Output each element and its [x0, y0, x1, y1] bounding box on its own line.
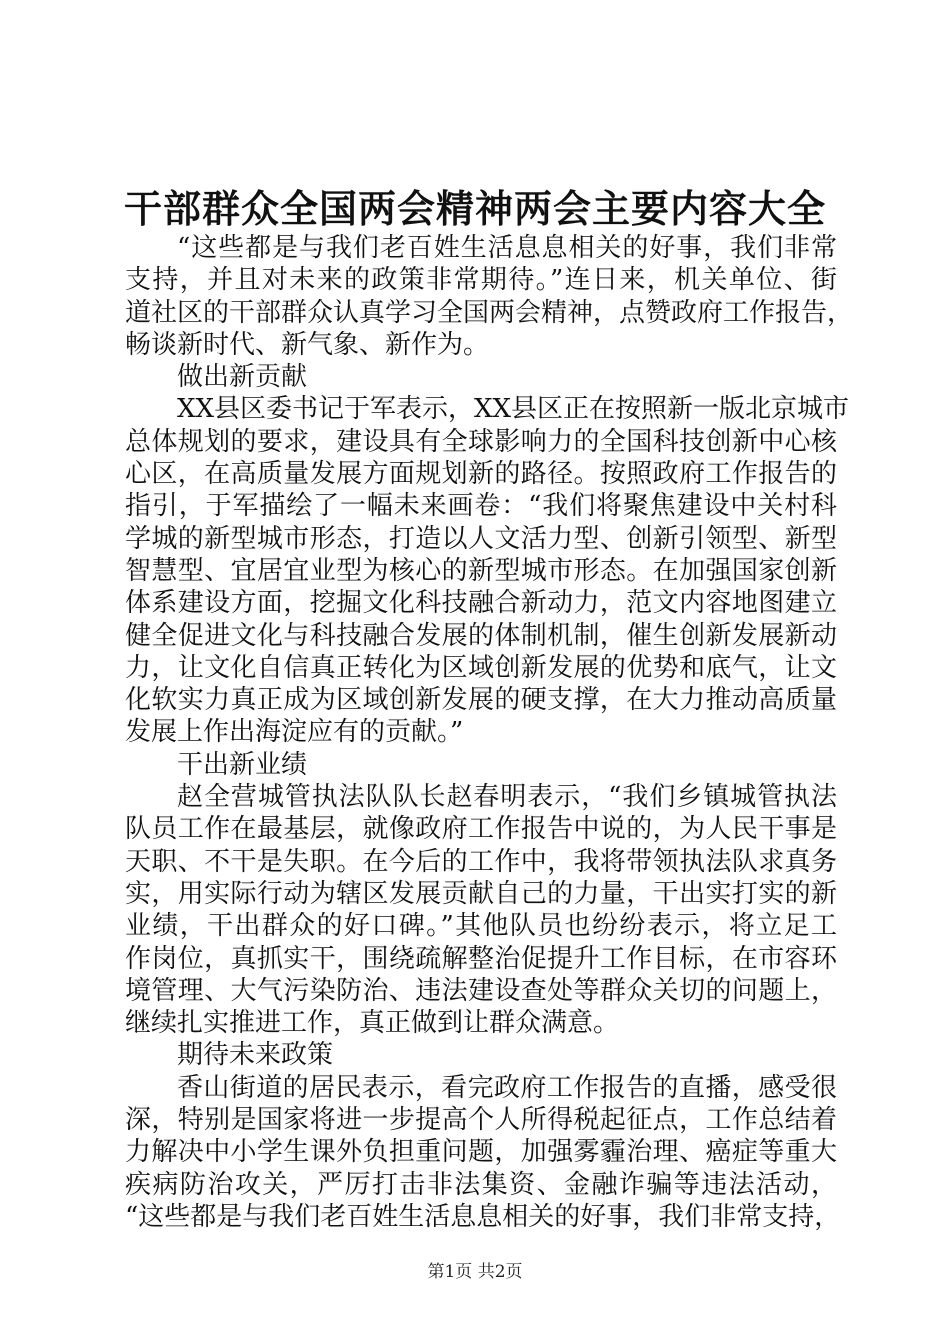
paragraph-line: XX县区委书记于军表示，XX县区正在按照新一版北京城市: [177, 394, 850, 425]
paragraph-line: “这些都是与我们老百姓生活息息相关的好事，我们非常: [177, 233, 837, 263]
document-body: [125, 232, 854, 1233]
paragraph-line: 香山街道的居民表示，看完政府工作报告的直播，感受很: [177, 1072, 837, 1103]
section-heading: 期待未来政策: [177, 1040, 334, 1071]
paragraph-line: 疾病防治攻关，严厉打击非法集资、金融诈骗等违法活动，: [125, 1169, 837, 1200]
paragraph-line: 道社区的干部群众认真学习全国两会精神，点赞政府工作报告，: [125, 297, 854, 328]
paragraph-line: 发展上作出海淀应有的贡献。”: [125, 717, 464, 748]
paragraph-line: 畅谈新时代、新气象、新作为。: [125, 329, 490, 360]
paragraph-line: 心区，在高质量发展方面规划新的路径。按照政府工作报告的: [125, 459, 837, 490]
paragraph-line: 力，让文化自信真正转化为区域创新发展的优势和底气，让文: [125, 652, 837, 683]
section-heading: 干出新业绩: [177, 749, 308, 780]
paragraph-line: 学城的新型城市形态，打造以人文活力型、创新引领型、新型: [125, 523, 837, 554]
paragraph-line: 化软实力真正成为区域创新发展的硬支撑，在大力推动高质量: [125, 685, 837, 716]
paragraph-line: 实，用实际行动为辖区发展贡献自己的力量，干出实打实的新: [125, 878, 837, 909]
section-heading: 做出新贡献: [177, 362, 308, 393]
paragraph-line: “这些都是与我们老百姓生活息息相关的好事，我们非常支持，: [125, 1201, 841, 1232]
paragraph-line: 深，特别是国家将进一步提高个人所得税起征点，工作总结着: [125, 1105, 837, 1136]
paragraph-line: 天职、不干是失职。在今后的工作中，我将带领执法队求真务: [125, 846, 837, 877]
paragraph-line: 继续扎实推进工作，真正做到让群众满意。: [125, 1008, 620, 1039]
paragraph-line: 作岗位，真抓实干，围绕疏解整治促提升工作目标，在市容环: [125, 943, 837, 974]
paragraph-line: 队员工作在最基层，就像政府工作报告中说的，为人民干事是: [125, 814, 837, 845]
paragraph-line: 力解决中小学生课外负担重问题，加强雾霾治理、癌症等重大: [125, 1137, 837, 1168]
paragraph-line: 体系建设方面，挖掘文化科技融合新动力，范文内容地图建立: [125, 588, 837, 619]
paragraph-line: 指引，于军描绘了一幅未来画卷：“我们将聚焦建设中关村科: [125, 491, 837, 522]
paragraph-line: 境管理、大气污染防治、违法建设查处等群众关切的问题上，: [125, 975, 837, 1006]
page-number: 第1页 共2页: [427, 1262, 523, 1282]
paragraph-line: 业绩，干出群众的好口碑。”其他队员也纷纷表示，将立足工: [125, 911, 837, 942]
paragraph-line: 总体规划的要求，建设具有全球影响力的全国科技创新中心核: [125, 426, 837, 457]
paragraph-line: 健全促进文化与科技融合发展的体制机制，催生创新发展新动: [125, 620, 837, 651]
document-title: 干部群众全国两会精神两会主要内容大全: [123, 186, 826, 231]
paragraph-line: 赵全营城管执法队队长赵春明表示，“我们乡镇城管执法: [177, 782, 837, 813]
paragraph-line: 智慧型、宜居宜业型为核心的新型城市形态。在加强国家创新: [125, 555, 837, 586]
paragraph-line: 支持，并且对未来的政策非常期待。”连日来，机关单位、街: [125, 265, 837, 296]
